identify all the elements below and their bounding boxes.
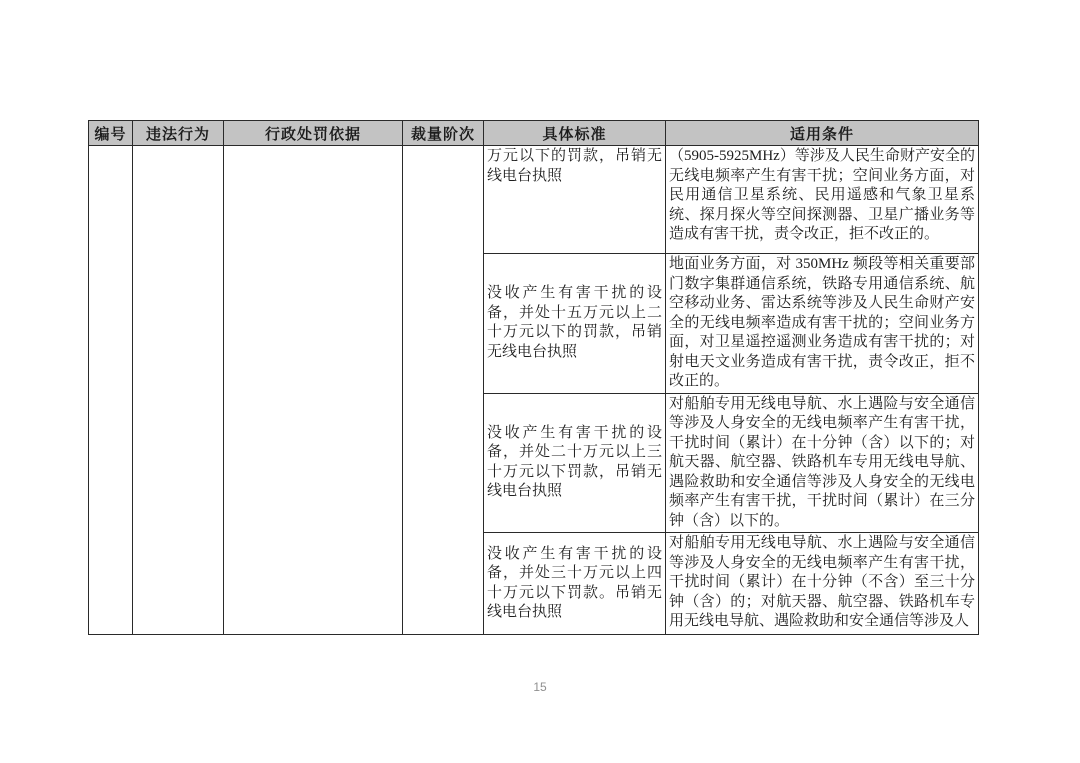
table-row [89,146,979,254]
column-header-applicable-condition: 适用条件 [666,121,979,146]
cell-specific-standard: 没收产生有害干扰的设备，并处二十万元以上三十万元以下罚款，吊销无线电台执照 [484,393,666,533]
cell-specific-standard: 万元以下的罚款，吊销无线电台执照 [484,146,666,254]
cell-applicable-condition: （5905-5925MHz）等涉及人民生命财产安全的无线电频率产生有害干扰；空间业务方面，对民用通信卫星系统、民用遥感和气象卫星系统、探月探火等空间探测器、卫星广播业务等造成有害干扰，责令改正，拒不改正的。 [666,146,979,254]
cell-applicable-condition: 地面业务方面，对 350MHz 频段等相关重要部门数字集群通信系统，铁路专用通信系统、航空移动业务、雷达系统等涉及人民生命财产安全的无线电频率造成有害干扰的；空间业务方面，对卫星遥控遥测业务造成有害干扰的；对射电天文业务造成有害干扰，责令改正，拒不改正的。 [666,254,979,394]
cell-discretion-level-empty [403,146,484,635]
column-header-specific-standard: 具体标准 [484,121,666,146]
page-number: 15 [533,680,547,694]
cell-applicable-condition: 对船舶专用无线电导航、水上遇险与安全通信等涉及人身安全的无线电频率产生有害干扰，干扰时间（累计）在十分钟（含）以下的；对航天器、航空器、铁路机车专用无线电导航、遇险救助和安全通信等涉及人身安全的无线电频率产生有害干扰，干扰时间（累计）在三分钟（含）以下的。 [666,393,979,533]
column-header-number: 编号 [89,121,133,146]
column-header-illegal-act: 违法行为 [133,121,224,146]
column-header-discretion-level: 裁量阶次 [403,121,484,146]
cell-penalty-basis-empty [224,146,403,635]
table-header-row [89,121,979,146]
penalty-discretion-table [88,120,979,635]
column-header-penalty-basis: 行政处罚依据 [224,121,403,146]
cell-specific-standard: 没收产生有害干扰的设备，并处十五万元以上二十万元以下的罚款，吊销无线电台执照 [484,254,666,394]
cell-illegal-act-empty [133,146,224,635]
cell-applicable-condition: 对船舶专用无线电导航、水上遇险与安全通信等涉及人身安全的无线电频率产生有害干扰，干扰时间（累计）在十分钟（不含）至三十分钟（含）的；对航天器、航空器、铁路机车专用无线电导航、遇险救助和安全通信等涉及人 [666,533,979,635]
cell-specific-standard: 没收产生有害干扰的设备，并处三十万元以上四十万元以下罚款。吊销无线电台执照 [484,533,666,635]
cell-number-empty [89,146,133,635]
